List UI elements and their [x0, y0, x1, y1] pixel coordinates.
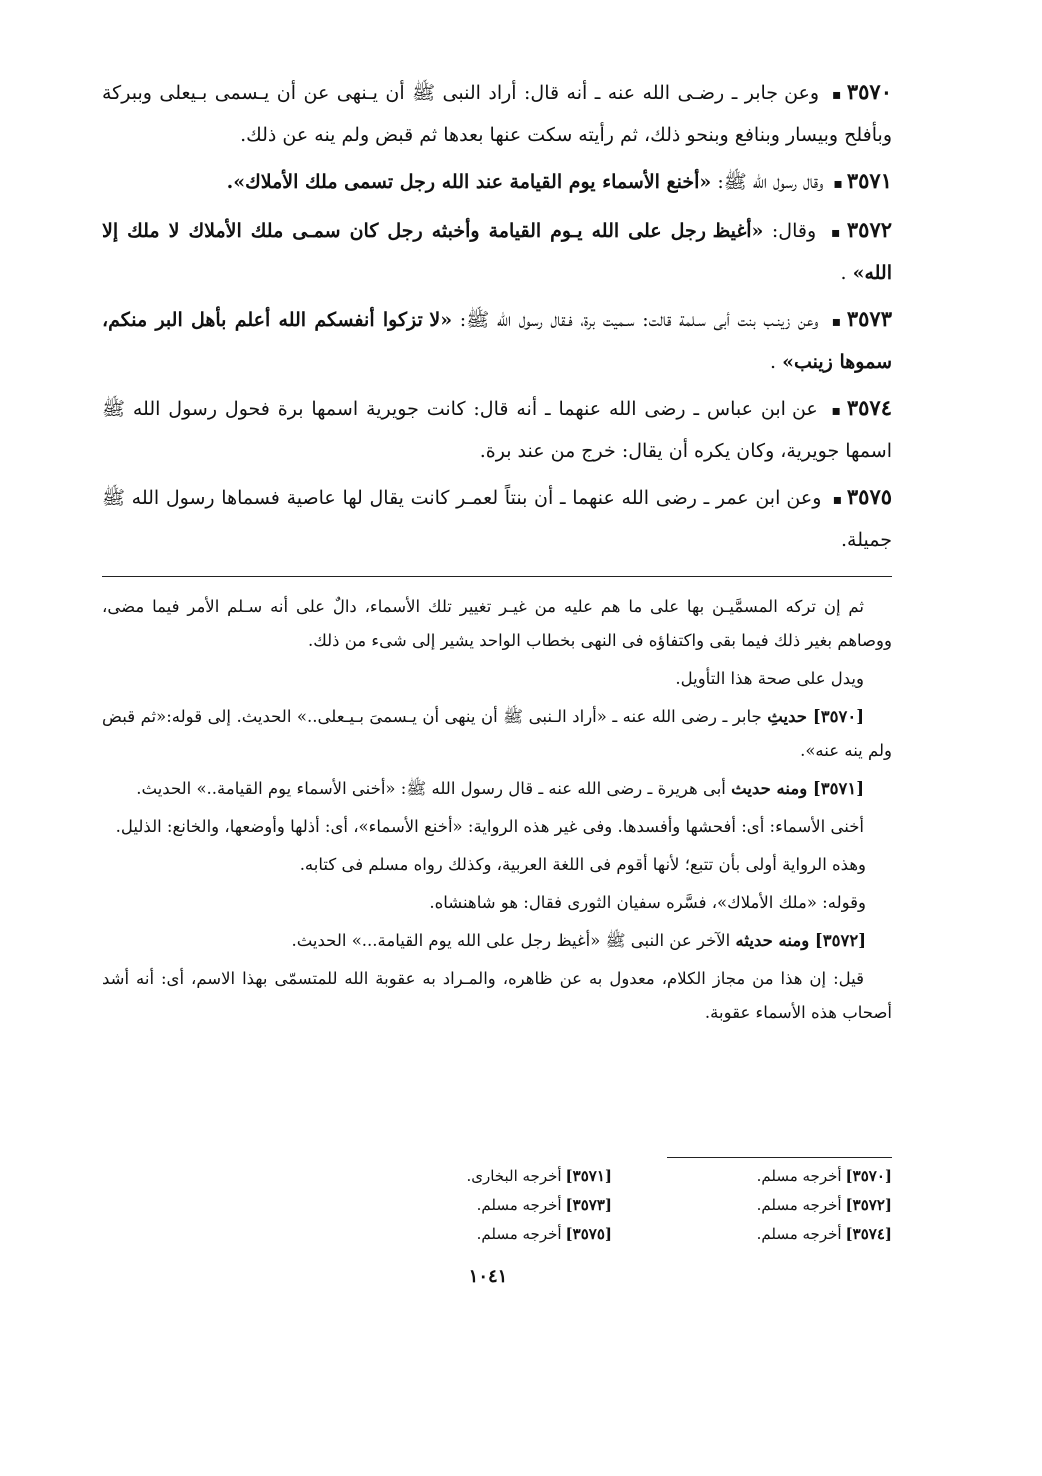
commentary-paragraph [102, 662, 892, 696]
commentary-text: الآخر عن النبى ﷺ «أغيظ رجل على الله يوم القيامة...» الحديث. [291, 931, 736, 950]
hadith-text-end: . [840, 262, 853, 284]
footnote-text: أخرجه مسلم. [756, 1225, 842, 1243]
commentary-paragraph [102, 810, 892, 844]
bullet-icon: ▪ [830, 87, 843, 103]
commentary-paragraph [102, 886, 892, 920]
footnote-row [332, 1191, 892, 1220]
hadith-number: ٣٥٧٠ [846, 79, 892, 104]
hadith-quote: «أغيظ رجل على الله يـوم القيامة وأخبثه رجل كان سمـى ملك الأملاك لا ملك إلا الله» [102, 220, 892, 284]
footnote-text: أخرجه مسلم. [476, 1225, 562, 1243]
footnote-number: [٣٥٧١] [565, 1167, 612, 1185]
hadith-text-end: . [770, 351, 783, 373]
commentary-paragraph [102, 924, 892, 958]
commentary-text: ويدل على صحة هذا التأويل. [675, 669, 864, 688]
commentary-text: ثم إن تركه المسمَّيـن بها على ما هم عليه من غيـر تغيير تلك الأسماء، دالٌ على أنه سـلم الأمر فيما مضى، ووصاهم بغير ذلك فيما بقى واكتفاؤه فى النهى بخطاب الواحد يشير إلى شىء من ذلك. [102, 597, 892, 650]
bullet-icon: ▪ [832, 492, 843, 508]
commentary-paragraph [102, 962, 892, 1030]
hadith-text: وعن زينـب بنت أبى سـلمة قالت: سـميت برة، فـقال رسول الله ﷺ: [452, 309, 819, 331]
section-divider [102, 576, 892, 577]
footnote-number: [٣٥٧٣] [565, 1196, 612, 1214]
commentary-text: وهذه الرواية أولى بأن تتبع؛ لأنها أقوم فى اللغة العربية، وكذلك رواه مسلم فى كتابه. [299, 855, 866, 874]
hadith-text: وعن جابر ـ رضـى الله عنه ـ أنه قال: أراد النبى ﷺ أن يـنهى عن أن يـسمى بـيعلى وببركة وبأفلح وبيسار وبنافع وبنحو ذلك، ثم رأيته سكت عنها بعدها ثم قبض ولم ينه عن ذلك. [102, 82, 892, 146]
hadith-section [102, 72, 892, 566]
hadith-3571 [102, 161, 892, 204]
commentary-text: جابر ـ رضى الله عنه ـ «أراد الـنبى ﷺ أن ينهى أن يـسمىَ بـيـعلى..» الحديث. إلى قوله:«ثم قبض ولم ينه عنه». [102, 707, 892, 760]
hadith-quote: «أخنع الأسماء يوم القيامة عند الله رجل تسمى ملك الأملاك». [226, 171, 712, 193]
hadith-text: عن ابن عباس ـ رضى الله عنهما ـ أنه قال: كانت جويرية اسمها برة فحول رسول الله ﷺ اسمها جويرية، وكان يكره أن يقال: خرج من عند برة. [102, 398, 892, 462]
footnote-divider [667, 1157, 892, 1158]
commentary-section [102, 590, 892, 1034]
bullet-icon: ▪ [828, 225, 843, 241]
bullet-icon: ▪ [833, 176, 843, 192]
bullet-icon: ▪ [830, 314, 843, 330]
footnote [612, 1162, 892, 1191]
commentary-text: أخنى الأسماء: أى: أفحشها وأفسدها. وفى غير هذه الرواية: «أخنع الأسماء»، أى: أذلها وأوضعها، والخانع: الذليل. [115, 817, 864, 836]
hadith-number: ٣٥٧٢ [846, 217, 893, 242]
commentary-text: قيل: إن هذا من مجاز الكلام، معدول به عن ظاهره، والمـراد به عقوبة الله للمتسمّى بهذا الاسم، أى: أنه أشد أصحاب هذه الأسماء عقوبة. [102, 969, 892, 1022]
footnote-row [332, 1220, 892, 1249]
footnote [332, 1162, 612, 1191]
hadith-3575 [102, 477, 892, 560]
hadith-text: وقال: [763, 220, 817, 242]
footnote-text: أخرجه مسلم. [756, 1196, 842, 1214]
hadith-quote: «لا تزكوا أنفسكم الله أعلم بأهل البر منكم، سموها زينب» [102, 309, 892, 373]
footnote [612, 1191, 892, 1220]
footnote-text: أخرجه البخارى. [466, 1167, 562, 1185]
footnote-number: [٣٥٧٠] [845, 1167, 892, 1185]
footnote-number: [٣٥٧٢] [845, 1196, 892, 1214]
hadith-text: وعن ابن عمر ـ رضى الله عنهما ـ أن بنتاً لعمـر كانت يقال لها عاصية فسماها رسول الله ﷺ جميلة. [102, 487, 892, 551]
commentary-paragraph [102, 772, 892, 806]
footnotes [332, 1162, 892, 1249]
hadith-number: ٣٥٧٥ [846, 484, 893, 509]
footnote-text: أخرجه مسلم. [756, 1167, 842, 1185]
footnote [332, 1220, 612, 1249]
hadith-3570 [102, 72, 892, 155]
commentary-ref: [٣٥٧٠] حديثِ [767, 707, 864, 726]
footnote-text: أخرجه مسلم. [476, 1196, 562, 1214]
hadith-text: وقال رسول الله ﷺ: [711, 171, 824, 193]
footnote [332, 1191, 612, 1220]
footnote-number: [٣٥٧٥] [565, 1225, 612, 1243]
commentary-paragraph [102, 848, 892, 882]
commentary-text: أبى هريرة ـ رضى الله عنه ـ قال رسول الله ﷺ: «أخنى الأسماء يوم القيامة..» الحديث. [136, 779, 732, 798]
footnote-number: [٣٥٧٤] [845, 1225, 892, 1243]
hadith-3574 [102, 388, 892, 471]
page-number: ١٠٤١ [468, 1266, 508, 1287]
commentary-paragraph [102, 590, 892, 658]
commentary-paragraph [102, 700, 892, 768]
hadith-3573 [102, 299, 892, 382]
hadith-number: ٣٥٧٤ [846, 395, 892, 420]
hadith-number: ٣٥٧١ [846, 168, 892, 193]
hadith-3572 [102, 210, 892, 293]
bullet-icon: ▪ [829, 403, 843, 419]
commentary-ref: [٣٥٧١] ومنه حديث [731, 779, 864, 798]
footnote [612, 1220, 892, 1249]
footnote-row [332, 1162, 892, 1191]
hadith-number: ٣٥٧٣ [846, 306, 892, 331]
commentary-ref: [٣٥٧٢] ومنه حديثه [735, 931, 866, 950]
commentary-text: وقوله: «ملك الأملاك»، فسَّره سفيان الثورى فقال: هو شاهنشاه. [429, 893, 866, 912]
